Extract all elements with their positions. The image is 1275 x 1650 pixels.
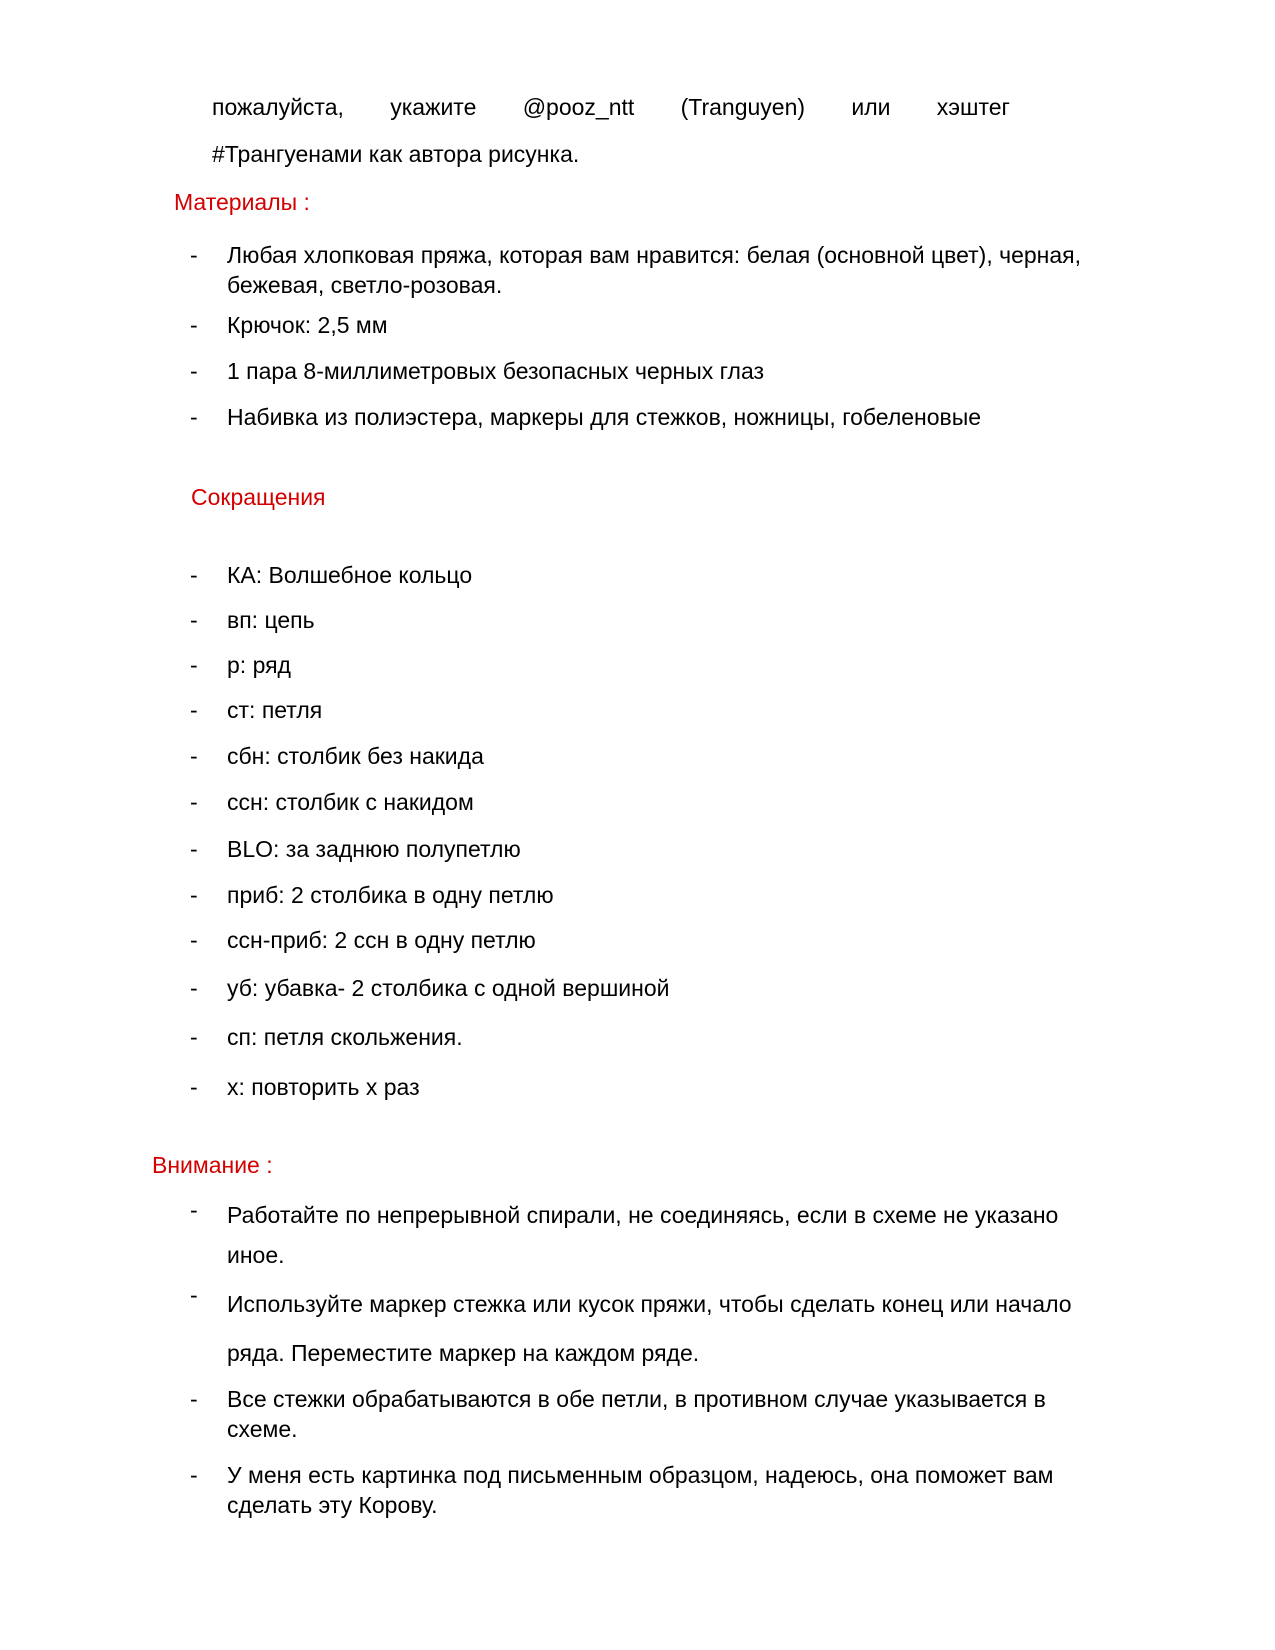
- list-item: [190, 1280, 1090, 1378]
- list-item-text: сп: петля скольжения.: [227, 1024, 463, 1050]
- list-item-text: сбн: столбик без накида: [227, 743, 484, 769]
- intro-word: укажите: [390, 94, 477, 120]
- intro-word: пожалуйста,: [212, 94, 344, 120]
- bullet-dash: -: [190, 312, 198, 338]
- bullet-dash: -: [190, 789, 198, 815]
- list-item-text: КА: Волшебное кольцо: [227, 562, 473, 588]
- list-item-text: 1 пара 8-миллиметровых безопасных черных глаз: [227, 358, 765, 384]
- list-item: [190, 650, 1090, 680]
- bullet-dash: -: [190, 1282, 198, 1308]
- list-item: [190, 310, 1090, 340]
- list-item: [190, 1384, 1090, 1444]
- list-item: [190, 973, 1090, 1003]
- list-item: [190, 1460, 1090, 1520]
- list-item-text: BLO: за заднюю полупетлю: [227, 836, 521, 862]
- bullet-dash: -: [190, 697, 198, 723]
- intro-word: или: [851, 94, 891, 120]
- list-item-text: приб: 2 столбика в одну петлю: [227, 882, 554, 908]
- list-item: [190, 1195, 1090, 1275]
- bullet-dash: -: [190, 743, 198, 769]
- list-item: [190, 560, 1090, 590]
- list-item-text: Крючок: 2,5 мм: [227, 312, 388, 338]
- list-item: [190, 695, 1090, 725]
- bullet-dash: -: [190, 1074, 198, 1100]
- list-item: [190, 787, 1090, 817]
- bullet-dash: -: [190, 927, 198, 953]
- bullet-dash: -: [190, 652, 198, 678]
- list-item: [190, 605, 1090, 635]
- list-item-text: вп: цепь: [227, 607, 315, 633]
- list-item-text: Все стежки обрабатываются в обе петли, в противном случае указывается в схеме.: [227, 1386, 1046, 1442]
- list-item-text: Набивка из полиэстера, маркеры для стежков, ножницы, гобеленовые: [227, 404, 982, 430]
- list-item: [190, 1072, 1090, 1102]
- list-item-text: Используйте маркер стежка или кусок пряжи, чтобы сделать конец или начало ряда. Переместите маркер на каждом ряде.: [227, 1291, 1072, 1366]
- bullet-dash: -: [190, 607, 198, 633]
- intro-word: (Tranguyen): [680, 94, 806, 120]
- intro-word: @pooz_ntt: [522, 94, 635, 120]
- list-item: [190, 356, 1090, 386]
- bullet-dash: -: [190, 836, 198, 862]
- list-item-text: x: повторить x раз: [227, 1074, 420, 1100]
- list-item: [190, 741, 1090, 771]
- bullet-dash: -: [190, 358, 198, 384]
- bullet-dash: -: [190, 975, 198, 1001]
- bullet-dash: -: [190, 562, 198, 588]
- list-item: [190, 880, 1090, 910]
- list-item-text: Работайте по непрерывной спирали, не соединяясь, если в схеме не указано иное.: [227, 1202, 1059, 1268]
- list-item: [190, 402, 1090, 432]
- list-item-text: Любая хлопковая пряжа, которая вам нравится: белая (основной цвет), черная, бежевая, светло-розовая.: [227, 242, 1082, 298]
- intro-line-2: #Трангуенами как автора рисунка.: [212, 141, 580, 167]
- intro-line-1: [212, 93, 1010, 121]
- list-item-text: уб: убавка- 2 столбика с одной вершиной: [227, 975, 670, 1001]
- list-item-text: ссн: столбик с накидом: [227, 789, 474, 815]
- list-item: [190, 240, 1090, 300]
- bullet-dash: -: [190, 1197, 198, 1223]
- list-item: [190, 1022, 1090, 1052]
- list-item: [190, 925, 1090, 955]
- materials-heading: Материалы :: [174, 189, 310, 215]
- list-item-text: ст: петля: [227, 697, 323, 723]
- abbreviations-heading: Сокращения: [191, 484, 326, 510]
- list-item-text: р: ряд: [227, 652, 291, 678]
- bullet-dash: -: [190, 1024, 198, 1050]
- bullet-dash: -: [190, 404, 198, 430]
- list-item-text: ссн-приб: 2 ссн в одну петлю: [227, 927, 536, 953]
- bullet-dash: -: [190, 1386, 198, 1412]
- list-item-text: У меня есть картинка под письменным образцом, надеюсь, она поможет вам сделать эту Корову.: [227, 1462, 1054, 1518]
- bullet-dash: -: [190, 882, 198, 908]
- attention-heading: Внимание :: [152, 1152, 273, 1178]
- bullet-dash: -: [190, 242, 198, 268]
- bullet-dash: -: [190, 1462, 198, 1488]
- list-item: [190, 834, 1090, 864]
- intro-word: хэштег: [936, 94, 1010, 120]
